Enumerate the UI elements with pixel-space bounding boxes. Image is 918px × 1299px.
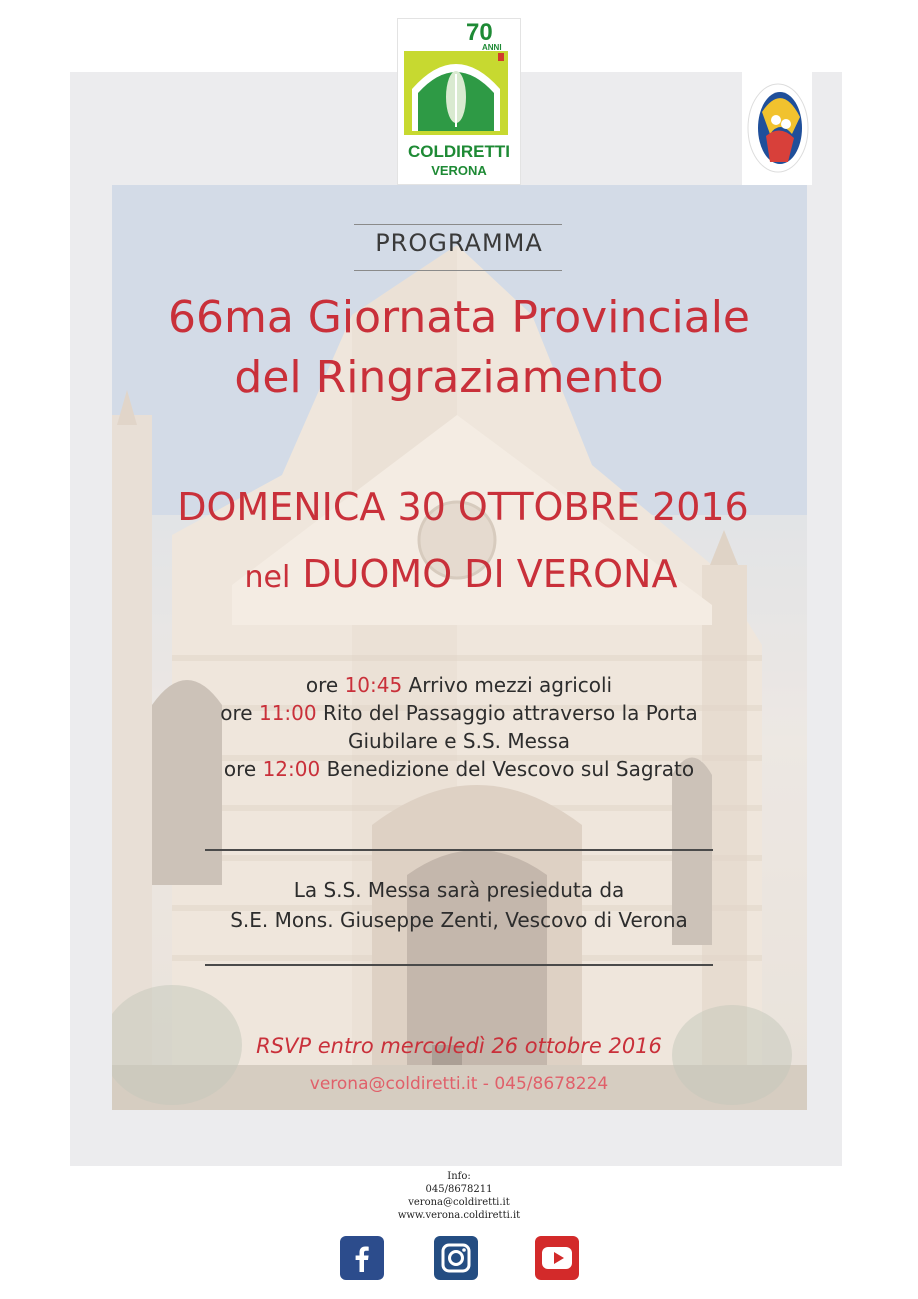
schedule-time: 10:45: [344, 673, 403, 697]
anniversary-number: 70: [466, 19, 493, 46]
presider-rule-bottom: [205, 964, 713, 966]
event-title-line1: 66ma Giornata Provinciale: [167, 292, 751, 343]
schedule-time: 11:00: [258, 701, 317, 725]
giubileo-misericordia-logo: [742, 72, 812, 185]
schedule-line: ore 10:45 Arrivo mezzi agricoli: [305, 673, 613, 697]
rsvp-contact[interactable]: verona@coldiretti.it - 045/8678224: [309, 1074, 609, 1094]
kicker-rule-bottom: [354, 270, 562, 271]
schedule-line: Giubilare e S.S. Messa: [347, 729, 571, 753]
facebook-icon: [340, 1236, 384, 1280]
event-venue: [2, 552, 918, 596]
event-title-line2: del Ringraziamento: [234, 352, 664, 403]
info-label: Info:: [447, 1171, 471, 1182]
info-phone: 045/8678211: [425, 1184, 493, 1195]
kicker-rule-top: [354, 224, 562, 225]
programma-kicker: PROGRAMMA: [375, 229, 543, 257]
info-website[interactable]: www.verona.coldiretti.it: [397, 1210, 521, 1221]
instagram-icon: [434, 1236, 478, 1280]
presider-rule-top: [205, 849, 713, 851]
venue-prefix: nel: [244, 560, 291, 595]
logo-brand-word: COLDIRETTI: [408, 142, 510, 161]
venue-name: DUOMO DI VERONA: [302, 552, 678, 596]
anniversary-label: ANNI: [482, 43, 502, 52]
youtube-icon: [535, 1236, 579, 1280]
schedule-time: 12:00: [262, 757, 321, 781]
logo-city-word: VERONA: [431, 163, 487, 178]
facebook-button[interactable]: [340, 1236, 384, 1280]
presider-line2: S.E. Mons. Giuseppe Zenti, Vescovo di Verona: [230, 908, 688, 932]
instagram-button[interactable]: [434, 1236, 478, 1280]
info-email[interactable]: verona@coldiretti.it: [408, 1197, 510, 1208]
rsvp-deadline: RSVP entro mercoledì 26 ottobre 2016: [256, 1034, 662, 1058]
presider-line1: La S.S. Messa sarà presieduta da: [293, 878, 625, 902]
event-date: DOMENICA 30 OTTOBRE 2016: [177, 485, 749, 529]
schedule-line: ore 11:00 Rito del Passaggio attraverso la Porta: [220, 701, 698, 725]
schedule-line: ore 12:00 Benedizione del Vescovo sul Sagrato: [223, 757, 695, 781]
youtube-button[interactable]: [535, 1236, 579, 1280]
coldiretti-logo: [397, 18, 521, 185]
